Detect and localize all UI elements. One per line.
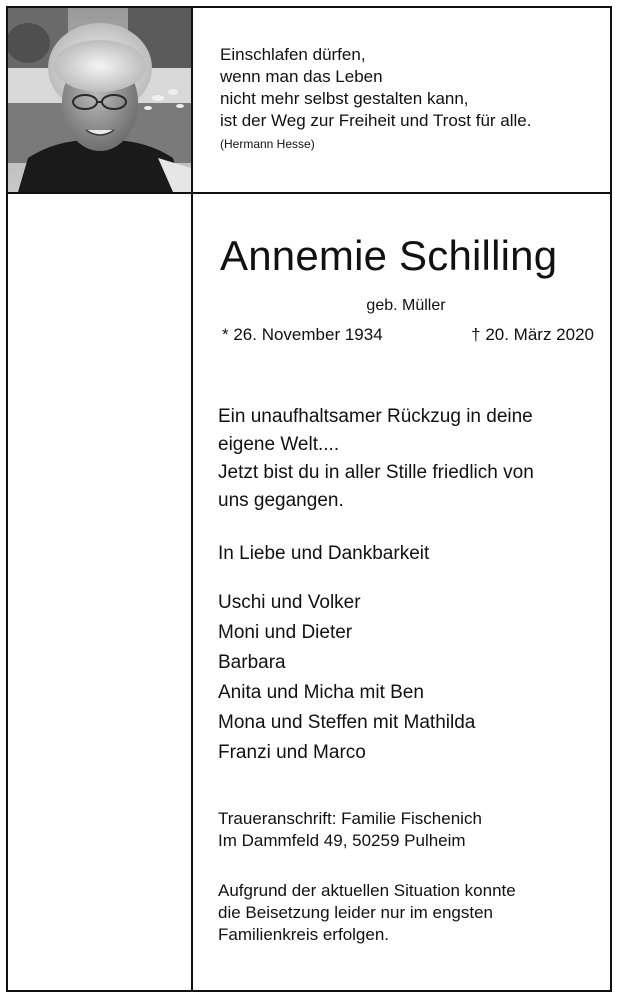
poem-author: (Hermann Hesse) bbox=[220, 137, 315, 151]
birth-date: * 26. November 1934 bbox=[222, 325, 383, 344]
message-line: Jetzt bist du in aller Stille friedlich von bbox=[218, 462, 534, 483]
closing-line: In Liebe und Dankbarkeit bbox=[218, 543, 430, 564]
message-line: uns gegangen. bbox=[218, 490, 344, 511]
mourner: Franzi und Marco bbox=[218, 742, 366, 763]
poem-line: wenn man das Leben bbox=[220, 67, 383, 86]
notice-line: Aufgrund der aktuellen Situation konnte bbox=[218, 881, 516, 900]
mourning-address bbox=[218, 808, 598, 852]
address-line: Im Dammfeld 49, 50259 Pulheim bbox=[218, 831, 466, 850]
column-divider bbox=[191, 6, 193, 992]
mourners-list bbox=[218, 588, 598, 768]
message-line: Ein unaufhaltsamer Rückzug in deine bbox=[218, 406, 533, 427]
poem-line: nicht mehr selbst gestalten kann, bbox=[220, 89, 469, 108]
portrait-photo bbox=[8, 8, 191, 192]
farewell-message bbox=[218, 403, 598, 515]
header-divider bbox=[6, 192, 612, 194]
poem-line: Einschlafen dürfen, bbox=[220, 45, 366, 64]
mourner: Moni und Dieter bbox=[218, 622, 353, 643]
mourner: Mona und Steffen mit Mathilda bbox=[218, 712, 476, 733]
death-date: † 20. März 2020 bbox=[471, 325, 594, 344]
notice-line: Familienkreis erfolgen. bbox=[218, 925, 390, 944]
address-line: Traueranschrift: Familie Fischenich bbox=[218, 809, 482, 828]
mourner: Barbara bbox=[218, 652, 286, 673]
message-line: eigene Welt.... bbox=[218, 434, 340, 455]
poem bbox=[220, 44, 600, 151]
mourner: Anita und Micha mit Ben bbox=[218, 682, 424, 703]
maiden-name: geb. Müller bbox=[366, 297, 446, 314]
mourner: Uschi und Volker bbox=[218, 592, 361, 613]
poem-line: ist der Weg zur Freiheit und Trost für alle. bbox=[220, 111, 532, 130]
burial-notice bbox=[218, 880, 598, 946]
deceased-name: Annemie Schilling bbox=[220, 232, 558, 279]
notice-line: die Beisetzung leider nur im engsten bbox=[218, 903, 493, 922]
